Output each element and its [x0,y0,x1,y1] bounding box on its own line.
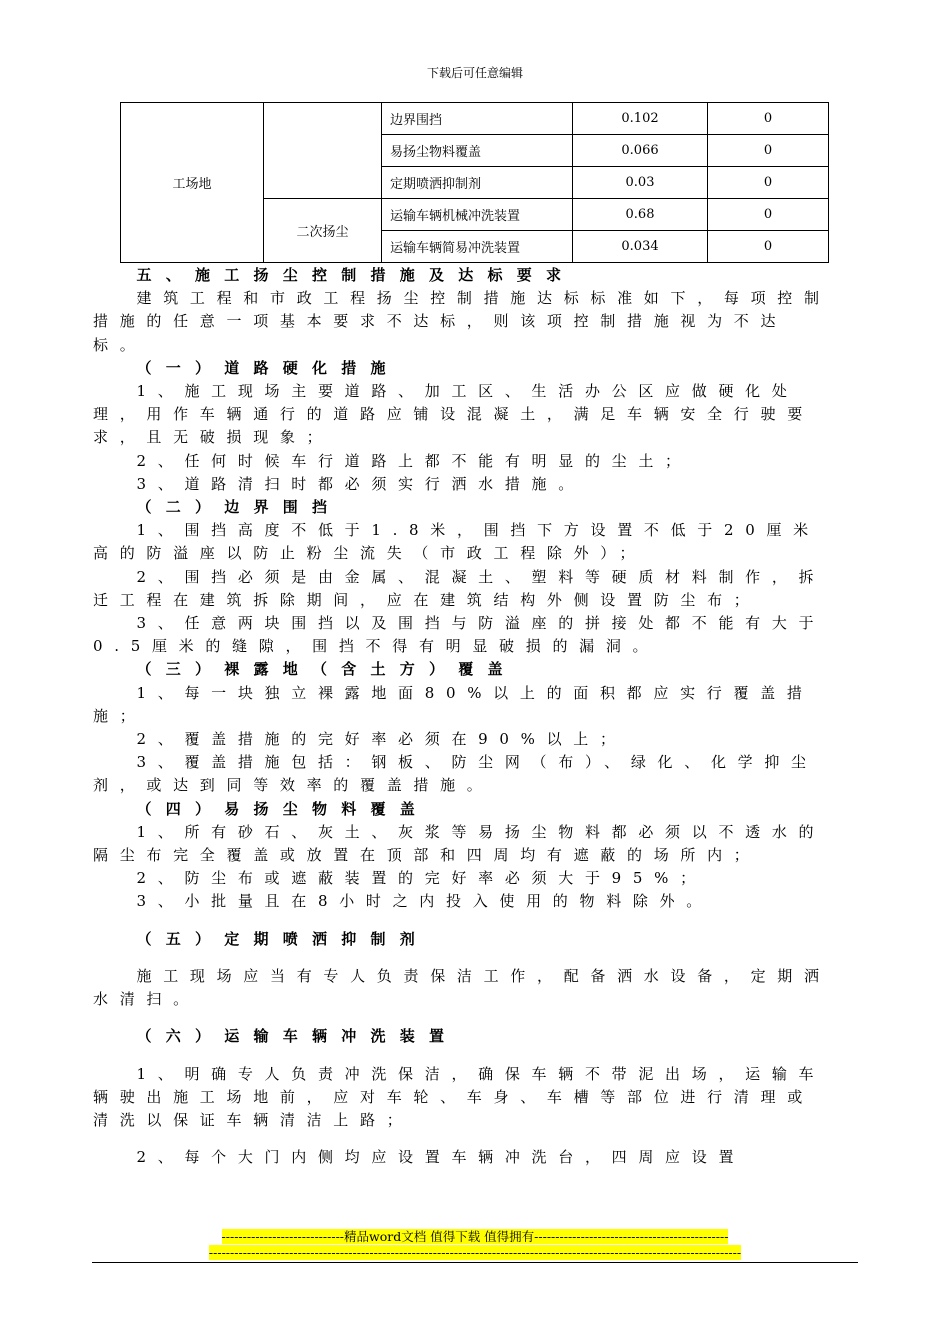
item-cell: 运输车辆机械冲洗装置 [382,199,573,231]
paragraph: 2、覆盖措施的完好率必须在90%以上； [136,730,627,749]
paragraph: 1、明确专人负责冲洗保洁，确保车辆不带泥出场，运输车辆驶出施工场地前，应对车轮、车身、车槽等部位进行清理或清洗以保证车辆清洁上路； [93,1064,826,1129]
subsection-heading: （三）裸露地（含土方）覆盖 [136,660,517,679]
paragraph: 3、小批量且在8小时之内投入使用的物料除外。 [136,892,713,911]
paragraph: 2、围挡必须是由金属、混凝土、塑料等硬质材料制作，拆迁工程在建筑拆除期间，应在建筑结构外侧设置防尘布； [93,567,826,609]
paragraph: 1、所有砂石、灰土、灰浆等易扬尘物料都必须以不透水的隔尘布完全覆盖或放置在顶部和四周均有遮蔽的场所内； [93,822,826,865]
group-cell [264,103,382,199]
item-cell: 定期喷洒抑制剂 [382,167,573,199]
paragraph: 1、每一块独立裸露地面80%以上的面积都应实行覆盖措施； [93,683,814,725]
score-cell: 0 [708,231,829,263]
subsection-heading: （四）易扬尘物料覆盖 [136,799,430,818]
value-cell: 0.68 [573,199,708,231]
dust-control-table [120,102,829,263]
value-cell: 0.066 [573,135,708,167]
footer-banner-dashes: ------------------------------------------------------------------------------------------------------------------------------ [208,1245,742,1260]
subsection-heading: （二）边界围挡 [136,498,342,517]
subsection-heading: （五）定期喷洒抑制剂 [136,929,430,948]
score-cell: 0 [708,167,829,199]
paragraph: 2、任何时候车行道路上都不能有明显的尘土； [136,451,692,470]
header-note: 下载后可任意编辑 [426,66,523,80]
footer-rule [92,1262,858,1263]
table-row [121,103,829,135]
score-cell: 0 [708,199,829,231]
paragraph: 3、任意两块围挡以及围挡与防溢座的拼接处都不能有大于0.5厘米的缝隙，围挡不得有明显破损的漏洞。 [93,614,826,656]
paragraph: 施工现场应当有专人负责保洁工作，配备洒水设备，定期洒水清扫。 [93,966,831,1009]
paragraph: 2、防尘布或遮蔽装置的完好率必须大于95%； [136,869,707,888]
section-heading: 五、施工扬尘控制措施及达标要求 [136,266,576,284]
footer-banner-text: -----------------------------精品word文档 值得下载 值得拥有---------------------------------------------- [221,1229,729,1244]
paragraph: 3、道路清扫时都必须实行洒水措施。 [136,474,585,493]
group-cell: 二次扬尘 [264,199,382,263]
score-cell: 0 [708,103,829,135]
category-cell: 工场地 [121,103,264,263]
score-cell: 0 [708,135,829,167]
footer-banner-line1 [0,1229,950,1245]
item-cell: 边界围挡 [382,103,573,135]
paragraph: 3、覆盖措施包括：钢板、防尘网（布）、绿化、化学抑尘剂，或达到同等效率的覆盖措施。 [93,753,818,795]
paragraph: 1、施工现场主要道路、加工区、生活办公区应做硬化处理，用作车辆通行的道路应铺设混凝土，满足车辆安全行驶要求，且无破损现象； [93,382,814,447]
item-cell: 易扬尘物料覆盖 [382,135,573,167]
footer-banner-line2 [0,1245,950,1261]
value-cell: 0.102 [573,103,708,135]
paragraph: 2、每个大门内侧均应设置车辆冲洗台，四周应设置 [136,1148,746,1167]
value-cell: 0.034 [573,231,708,263]
paragraph: 1、围挡高度不低于1.8米，围挡下方设置不低于20厘米高的防溢座以防止粉尘流失（市政工程除外）； [93,521,820,563]
value-cell: 0.03 [573,167,708,199]
subsection-heading: （六）运输车辆冲洗装置 [136,1027,459,1046]
subsection-heading: （一）道路硬化措施 [136,358,400,377]
item-cell: 运输车辆简易冲洗装置 [382,231,573,263]
paragraph: 建筑工程和市政工程扬尘控制措施达标标准如下，每项控制措施的任意一项基本要求不达标，则该项控制措施视为不达标。 [93,289,831,354]
document-body [93,264,838,1169]
